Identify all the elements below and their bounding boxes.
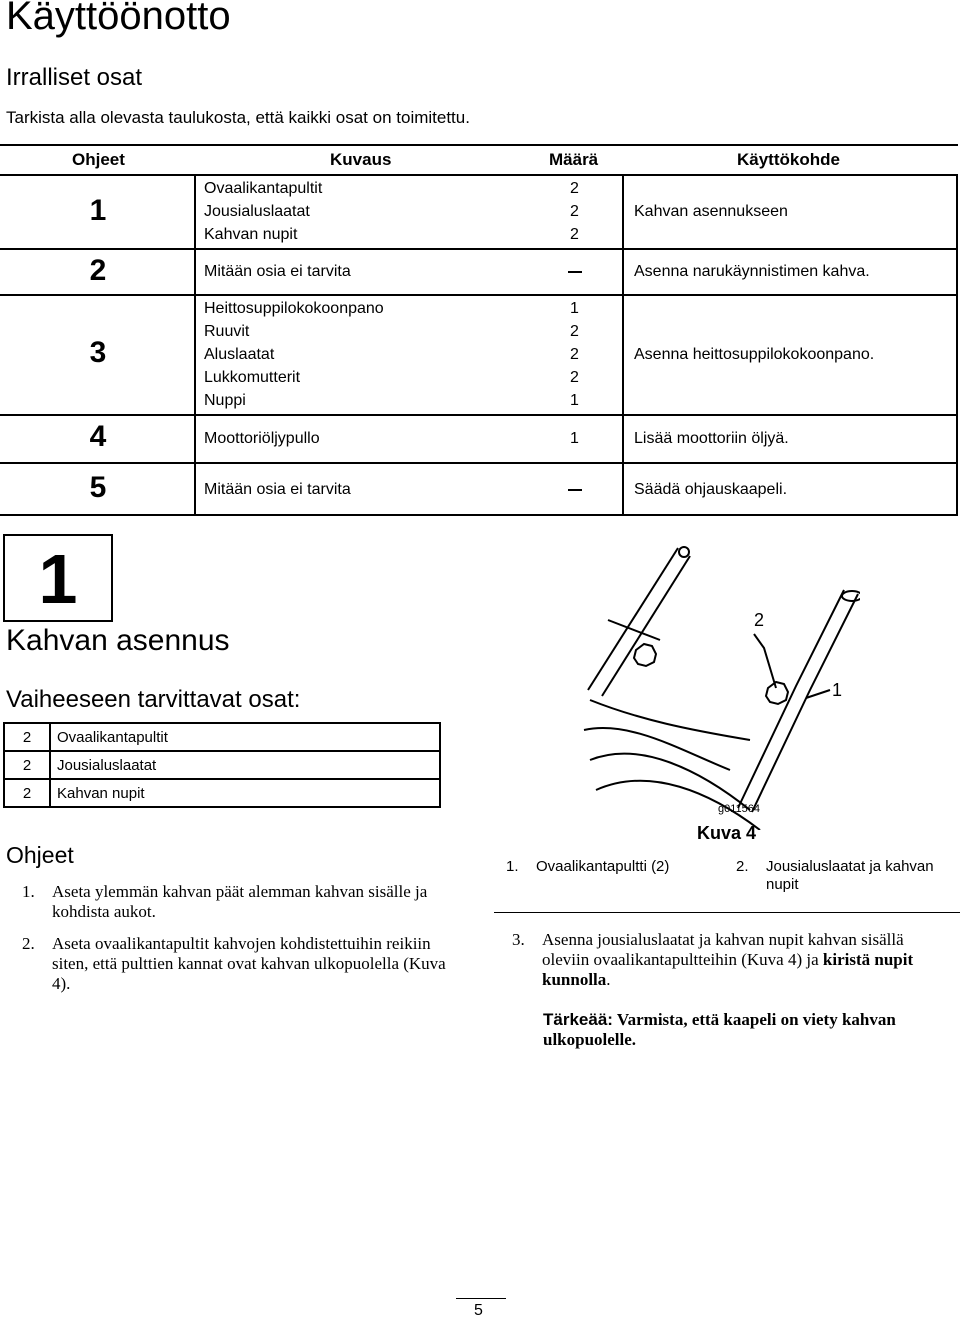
important-text: Varmista, että kaapeli on viety kahvan ulkopuolelle. — [543, 1010, 896, 1049]
table-row — [4, 751, 440, 779]
legend-text: Ovaalikantapultti (2) — [536, 858, 670, 875]
required-parts-table — [3, 722, 441, 808]
instruction-text: Aseta ylemmän kahvan päät alemman kahvan sisälle ja kohdista aukot. — [52, 882, 428, 921]
row-qty: 1 — [570, 430, 579, 447]
legend-rule — [494, 912, 960, 913]
table-rule — [0, 462, 958, 464]
row-qty: 1 — [570, 392, 579, 409]
table-rule — [0, 514, 958, 516]
row-step-number: 2 — [89, 254, 107, 287]
page-number: 5 — [474, 1302, 483, 1319]
table-rule — [0, 294, 958, 296]
step-number-box: 1 — [3, 534, 113, 622]
required-parts-heading: Vaiheeseen tarvittavat osat: — [6, 686, 301, 713]
page-number-rule — [456, 1298, 506, 1299]
row-item: Mitään osia ei tarvita — [204, 263, 351, 280]
table-rule — [0, 144, 958, 146]
legend-number: 2. — [736, 858, 749, 875]
legend-number: 1. — [506, 858, 519, 875]
instruction-number: 1. — [22, 882, 35, 901]
row-use: Kahvan asennukseen — [634, 203, 788, 220]
row-step-number: 1 — [89, 194, 107, 227]
table-rule — [622, 174, 624, 514]
part-name: Kahvan nupit — [50, 779, 440, 807]
row-item: Aluslaatat — [204, 346, 275, 363]
header-kayttokohde: Käyttökohde — [737, 150, 840, 169]
row-qty-dash — [568, 271, 582, 273]
row-qty: 1 — [570, 300, 579, 317]
part-qty: 2 — [4, 779, 50, 807]
instruction-number: 3. — [512, 930, 525, 949]
important-label: Tärkeää: — [543, 1010, 613, 1029]
row-item: Ruuvit — [204, 323, 250, 340]
intro-text: Tarkista alla olevasta taulukosta, että kaikki osat on toimitettu. — [6, 108, 470, 127]
part-name: Ovaalikantapultit — [50, 723, 440, 751]
figure-code: g011564 — [718, 803, 761, 815]
row-step-number: 3 — [89, 336, 107, 369]
page-title: Käyttöönotto — [6, 0, 231, 38]
table-row — [4, 723, 440, 751]
row-step-number: 4 — [89, 420, 107, 453]
row-item: Jousialuslaatat — [204, 203, 310, 220]
table-rule — [0, 248, 958, 250]
header-ohjeet: Ohjeet — [72, 150, 125, 169]
row-item: Lukkomutterit — [204, 369, 301, 386]
row-item: Heittosuppilokokoonpano — [204, 300, 384, 317]
table-row — [4, 779, 440, 807]
step-title: Kahvan asennus — [6, 624, 230, 657]
important-note — [543, 1010, 953, 1050]
row-use: Asenna heittosuppilokokoonpano. — [634, 346, 875, 363]
instruction-text — [542, 930, 952, 990]
row-qty-dash — [568, 489, 582, 491]
table-rule — [956, 174, 958, 514]
instruction-text-part: Asenna jousialuslaatat ja kahvan nupit kahvan sisällä oleviin ovaalikantapultteihin (Kuva 4) ja — [542, 930, 904, 969]
part-qty: 2 — [4, 751, 50, 779]
row-item: Mitään osia ei tarvita — [204, 481, 351, 498]
instructions-heading: Ohjeet — [6, 842, 74, 868]
row-qty: 2 — [570, 180, 579, 197]
row-use: Säädä ohjauskaapeli. — [634, 481, 788, 498]
row-step-number: 5 — [89, 471, 107, 504]
row-qty: 2 — [570, 203, 579, 220]
row-qty: 2 — [570, 346, 579, 363]
row-item: Moottoriöljypullo — [204, 430, 320, 447]
row-use: Lisää moottoriin öljyä. — [634, 430, 789, 447]
table-rule — [0, 414, 958, 416]
row-qty: 2 — [570, 369, 579, 386]
handle-figure — [560, 530, 860, 830]
row-use: Asenna narukäynnistimen kahva. — [634, 263, 870, 280]
callout-1: 1 — [832, 680, 843, 700]
callout-2: 2 — [754, 610, 765, 630]
instruction-text-end: . — [606, 970, 611, 989]
table-rule — [0, 174, 958, 176]
row-qty: 2 — [570, 323, 579, 340]
instruction-number: 2. — [22, 934, 35, 953]
part-qty: 2 — [4, 723, 50, 751]
header-maara: Määrä — [549, 150, 599, 169]
figure-caption: Kuva 4 — [697, 823, 757, 843]
instruction-text: Aseta ovaalikantapultit kahvojen kohdistettuihin reikiin siten, että pulttien kannat ovat kahvan ulkopuolella (Kuva 4). — [52, 934, 446, 993]
row-item: Nuppi — [204, 392, 246, 409]
legend-text: Jousialuslaatat ja kahvan nupit — [766, 858, 934, 893]
header-kuvaus: Kuvaus — [330, 150, 392, 169]
row-item: Kahvan nupit — [204, 226, 298, 243]
row-item: Ovaalikantapultit — [204, 180, 323, 197]
part-name: Jousialuslaatat — [50, 751, 440, 779]
row-qty: 2 — [570, 226, 579, 243]
instruction-text-bold: kiristä nupit kunnolla — [542, 950, 914, 989]
section-heading: Irralliset osat — [6, 64, 143, 91]
